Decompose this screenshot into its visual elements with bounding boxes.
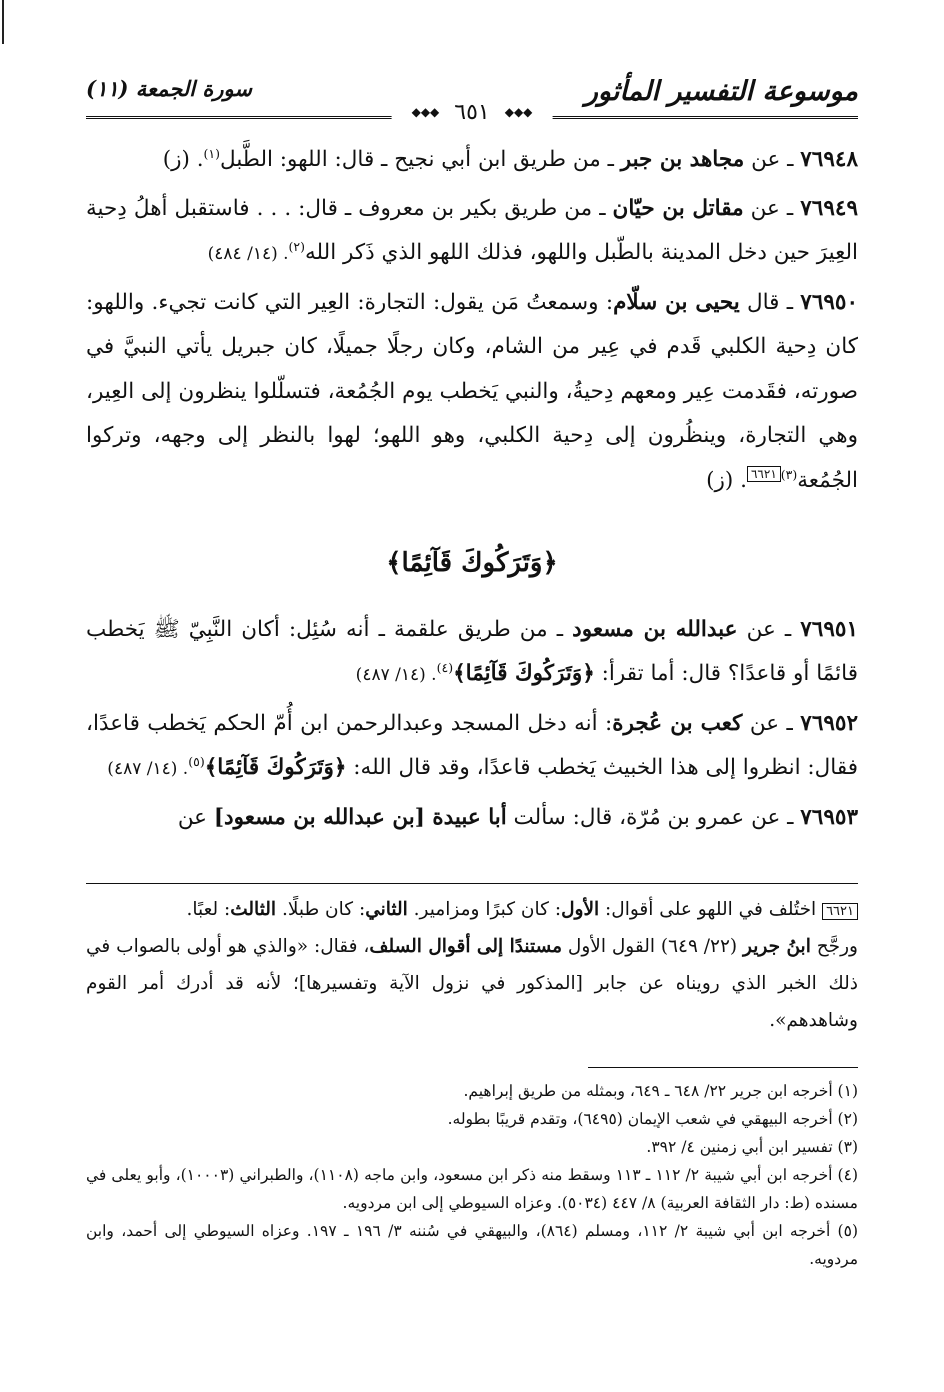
commentary-ref-box[interactable]: ٦٦٢١ xyxy=(747,466,781,482)
entry-text: ـ من طريق علقمة ـ أنه سُئِل: أكان النَّبِيّ ﷺ يَخطب قائمًا أو قاعدًا؟ قال: أما تقرأ: xyxy=(86,616,858,686)
commentary-note xyxy=(86,883,858,1039)
commentary-text: ، فقال: «والذي هو أولى بالصواب في ذلك الخبر الذي رويناه عن جابر [المذكور في نزول الآية وتفسيرها]؛ لأنه قد أدرك أمر القوم وشاهدهم». xyxy=(86,936,858,1031)
entry-lead: عن xyxy=(750,195,780,221)
footnote-marker[interactable]: (٢) xyxy=(288,238,306,254)
commentary-paragraph-1 xyxy=(86,891,858,928)
main-text xyxy=(86,138,858,840)
page-number: ٦٥١ xyxy=(454,100,490,125)
entry-lead: عن عمرو بن مُرّة، قال: سألت xyxy=(513,804,781,830)
commentary-emphasis: مستندًا إلى أقوال السلف xyxy=(369,936,562,957)
footnote-separator xyxy=(588,1067,858,1068)
entry-text: : أنه دخل المسجد وعبدالرحمن ابن أُمّ الحكم يَخطب قاعدًا، فقال: انظروا إلى هذا الخبيث يَخطب قاعدًا، وقد قال الله: xyxy=(86,710,858,780)
scholar-name: ابنُ جرير xyxy=(743,936,811,957)
commentary-text: : لعبًا. xyxy=(186,899,231,920)
volume-page-ref: . (١٤/ ٤٨٧) xyxy=(107,759,189,779)
entry-number: ٧٦٩٥١ xyxy=(800,616,858,642)
dash: ـ xyxy=(779,289,801,315)
commentary-text: : كان طبلًا. xyxy=(276,899,366,920)
footnote-item: (٤) أخرجه ابن أبي شيبة ٢/ ١١٢ ـ ١١٣ وسقط منه ذكر ابن مسعود، وابن ماجه (١١٠٨)، والطبراني (١٠٠٠٣)، وأبو يعلى في مسنده (ط: دار الثقافة العربية) ٨/ ٤٤٧ (٥٠٣٤). وعزاه السيوطي إلى ابن مردويه. xyxy=(86,1166,858,1212)
entry-76949 xyxy=(86,187,858,277)
entry-76952 xyxy=(86,702,858,792)
volume-page-ref: . (١٤/ ٤٨٧) xyxy=(355,665,437,685)
commentary-text: (٢٢/ ٦٤٩) القول الأول xyxy=(562,936,744,957)
quran-quote: ﴿وَتَرَكُوكَ قَآئِمًا﴾ xyxy=(204,755,347,780)
entry-text: عن xyxy=(177,804,214,830)
opinion-label: الأول xyxy=(561,899,600,920)
commentary-text: : كان كبرًا ومزامير. xyxy=(407,899,562,920)
dash: ـ xyxy=(779,710,801,736)
narrator-name: أبا عبيدة [بن عبدالله بن مسعود] xyxy=(213,804,507,830)
narrator-name: مجاهد بن جبر xyxy=(620,147,745,172)
dash: ـ xyxy=(780,804,801,830)
opinion-label: الثاني xyxy=(365,899,408,920)
entry-76951 xyxy=(86,608,858,698)
commentary-ref-box: ٦٦٢١ xyxy=(822,903,858,920)
narrator-name: يحيى بن سلّام xyxy=(613,289,740,315)
verse-subheading: ﴿وَتَرَكُوكَ قَآئِمًا﴾ xyxy=(386,548,558,578)
footnote-marker[interactable]: (٣) xyxy=(780,466,798,482)
entry-number: ٧٦٩٤٩ xyxy=(800,195,858,221)
entry-76950 xyxy=(86,281,858,504)
entry-number: ٧٦٩٥٣ xyxy=(800,804,858,830)
entry-number: ٧٦٩٥٢ xyxy=(800,710,859,736)
footnote-marker[interactable]: (١) xyxy=(203,145,221,161)
footnote-item: (٣) تفسير ابن أبي زمنين ٤/ ٣٩٢. xyxy=(646,1138,858,1156)
opinion-label: الثالث xyxy=(230,899,277,920)
narrator-name: كعب بن عُجرة xyxy=(612,710,743,736)
entry-text: ـ من طريق بكير بن معروف ـ قال: . . . فاستقبل أهلُ دِحية العِيرَ حين دخل المدينة بالطّبل واللهو، فذلك اللهو الذي ذَكر الله xyxy=(86,195,858,265)
footnotes xyxy=(86,1067,858,1273)
commentary-text: ورجَّح xyxy=(810,936,858,957)
surah-label: سورة الجمعة (١١) xyxy=(86,76,252,101)
footnote-marker[interactable]: (٥) xyxy=(188,753,205,769)
source-tag: . (ز) xyxy=(706,467,747,493)
page-header xyxy=(86,66,858,128)
entry-number: ٧٦٩٥٠ xyxy=(800,289,859,315)
narrator-name: مقاتل بن حيّان xyxy=(612,195,744,221)
ornament-icon: ◆◆◆ xyxy=(504,105,533,119)
entry-lead: عن xyxy=(746,616,776,642)
ornament-icon: ◆◆◆ xyxy=(411,105,440,119)
footnote-marker[interactable]: (٤) xyxy=(436,659,454,675)
dash: ـ xyxy=(780,147,801,172)
entry-lead: عن xyxy=(749,710,780,736)
entry-number: ٧٦٩٤٨ xyxy=(800,147,858,172)
narrator-name: عبدالله بن مسعود xyxy=(572,616,738,642)
volume-page-ref: . (١٤/ ٤٨٤) xyxy=(207,244,289,264)
dash: ـ xyxy=(779,195,801,221)
source-tag: . (ز) xyxy=(162,147,204,172)
dash: ـ xyxy=(775,616,801,642)
footnote-list xyxy=(86,1067,858,1273)
book-title: موسوعة التفسير المأثور xyxy=(584,76,858,107)
footnote-item: (٢) أخرجه البيهقي في شعب الإيمان (٦٤٩٥)، وتقدم قريبًا بطوله. xyxy=(447,1110,858,1128)
footnote-item: (٥) أخرجه ابن أبي شيبة ٢/ ١١٢، ومسلم (٨٦٤)، والبيهقي في سُننه ٣/ ١٩٦ ـ ١٩٧. وعزاه السيوطي إلى أحمد، وابن مردويه. xyxy=(86,1222,858,1268)
footnote-item: (١) أخرجه ابن جرير ٢٢/ ٦٤٨ ـ ٦٤٩، وبمثله من طريق إبراهيم. xyxy=(463,1082,858,1100)
quran-quote: ﴿وَتَرَكُوكَ قَآئِمًا﴾ xyxy=(453,661,595,686)
entry-lead: عن xyxy=(751,147,781,172)
scan-edge-mark xyxy=(2,0,4,44)
entry-text: : وسمعتُ مَن يقول: التجارة: العِير التي كانت تجيء. واللهو: كان دِحية الكلبي قَدم في عِير من الشام، وكان رجلًا جميلًا، كان جبريل يأتي النبيَّ في صورته، فقَدمت عِير ومعهم دِحيةُ، والنبي يَخطب يوم الجُمُعة، فتسلّلوا ينظرون إلى العِير، وهي التجارة، وينظُرون إلى دِحية الكلبي، وهو اللهو؛ لهوا بالنظر إلى وجهه، وتركوا الجُمُعة xyxy=(86,289,858,493)
entry-76948 xyxy=(86,138,858,183)
entry-text: ـ من طريق ابن أبي نجيح ـ قال: اللهو: الطَّبل xyxy=(220,147,621,172)
commentary-paragraph-2 xyxy=(86,928,858,1039)
commentary-text: اختُلف في اللهو على أقوال: xyxy=(599,899,823,920)
entry-76953 xyxy=(86,796,858,841)
entry-lead: قال xyxy=(746,289,780,315)
page-number-box xyxy=(392,100,553,125)
